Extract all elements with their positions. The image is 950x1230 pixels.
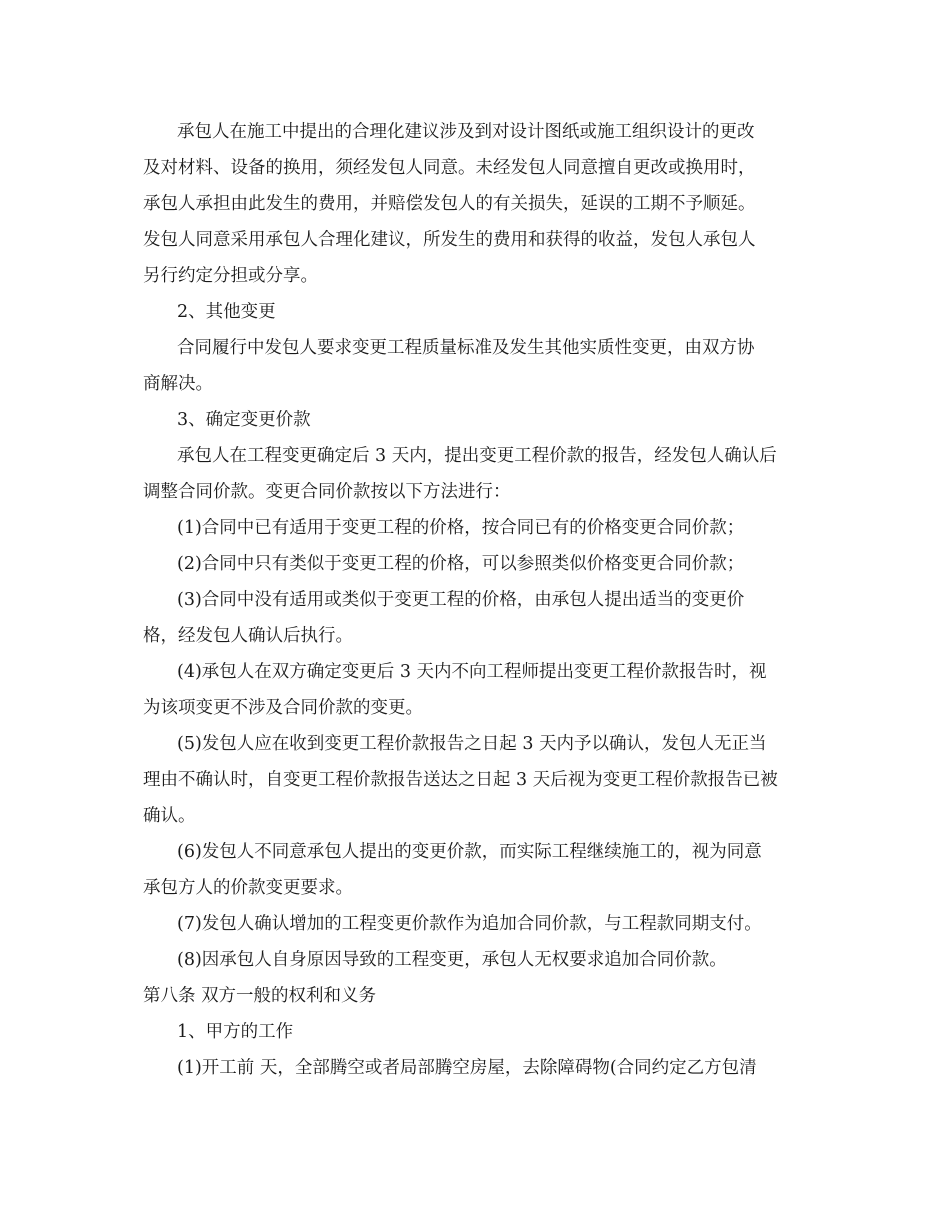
section-heading: 1、甲方的工作 [177, 1022, 294, 1042]
text-line: 另行约定分担或分享。 [143, 266, 318, 286]
list-item: (1)开工前 天，全部腾空或者局部腾空房屋，去除障碍物(合同约定乙方包清 [177, 1058, 757, 1078]
text-line: 承包人承担由此发生的费用，并赔偿发包人的有关损失，延误的工期不予顺延。 [143, 194, 756, 214]
text-line: 调整合同价款。变更合同价款按以下方法进行： [143, 482, 511, 502]
text-line: 格，经发包人确认后执行。 [143, 626, 353, 646]
text-line: 及对材料、设备的换用，须经发包人同意。未经发包人同意擅自更改或换用时， [143, 158, 756, 178]
text-line: 承包人在施工中提出的合理化建议涉及到对设计图纸或施工组织设计的更改 [177, 122, 755, 142]
text-line: 为该项变更不涉及合同价款的变更。 [143, 698, 423, 718]
text-line: 承包人在工程变更确定后 3 天内，提出变更工程价款的报告，经发包人确认后 [177, 446, 777, 466]
text-line: 确认。 [143, 806, 196, 826]
section-heading: 2、其他变更 [177, 302, 276, 322]
article-heading: 第八条 双方一般的权利和义务 [143, 986, 377, 1006]
list-item: (4)承包人在双方确定变更后 3 天内不向工程师提出变更工程价款报告时，视 [177, 662, 767, 682]
text-line: 发包人同意采用承包人合理化建议，所发生的费用和获得的收益，发包人承包人 [143, 230, 756, 250]
list-item: (2)合同中只有类似于变更工程的价格，可以参照类似价格变更合同价款； [177, 554, 745, 574]
list-item: (3)合同中没有适用或类似于变更工程的价格，由承包人提出适当的变更价 [177, 590, 745, 610]
text-line: 理由不确认时，自变更工程价款报告送达之日起 3 天后视为变更工程价款报告已被 [143, 770, 778, 790]
list-item: (7)发包人确认增加的工程变更价款作为追加合同价款，与工程款同期支付。 [177, 914, 762, 934]
list-item: (6)发包人不同意承包人提出的变更价款，而实际工程继续施工的，视为同意 [177, 842, 762, 862]
list-item: (5)发包人应在收到变更工程价款报告之日起 3 天内予以确认，发包人无正当 [177, 734, 767, 754]
text-line: 合同履行中发包人要求变更工程质量标准及发生其他实质性变更，由双方协 [177, 338, 755, 358]
list-item: (1)合同中已有适用于变更工程的价格，按合同已有的价格变更合同价款； [177, 518, 745, 538]
text-line: 商解决。 [143, 374, 213, 394]
list-item: (8)因承包人自身原因导致的工程变更，承包人无权要求追加合同价款。 [177, 950, 727, 970]
section-heading: 3、确定变更价款 [177, 410, 311, 430]
text-line: 承包方人的价款变更要求。 [143, 878, 353, 898]
